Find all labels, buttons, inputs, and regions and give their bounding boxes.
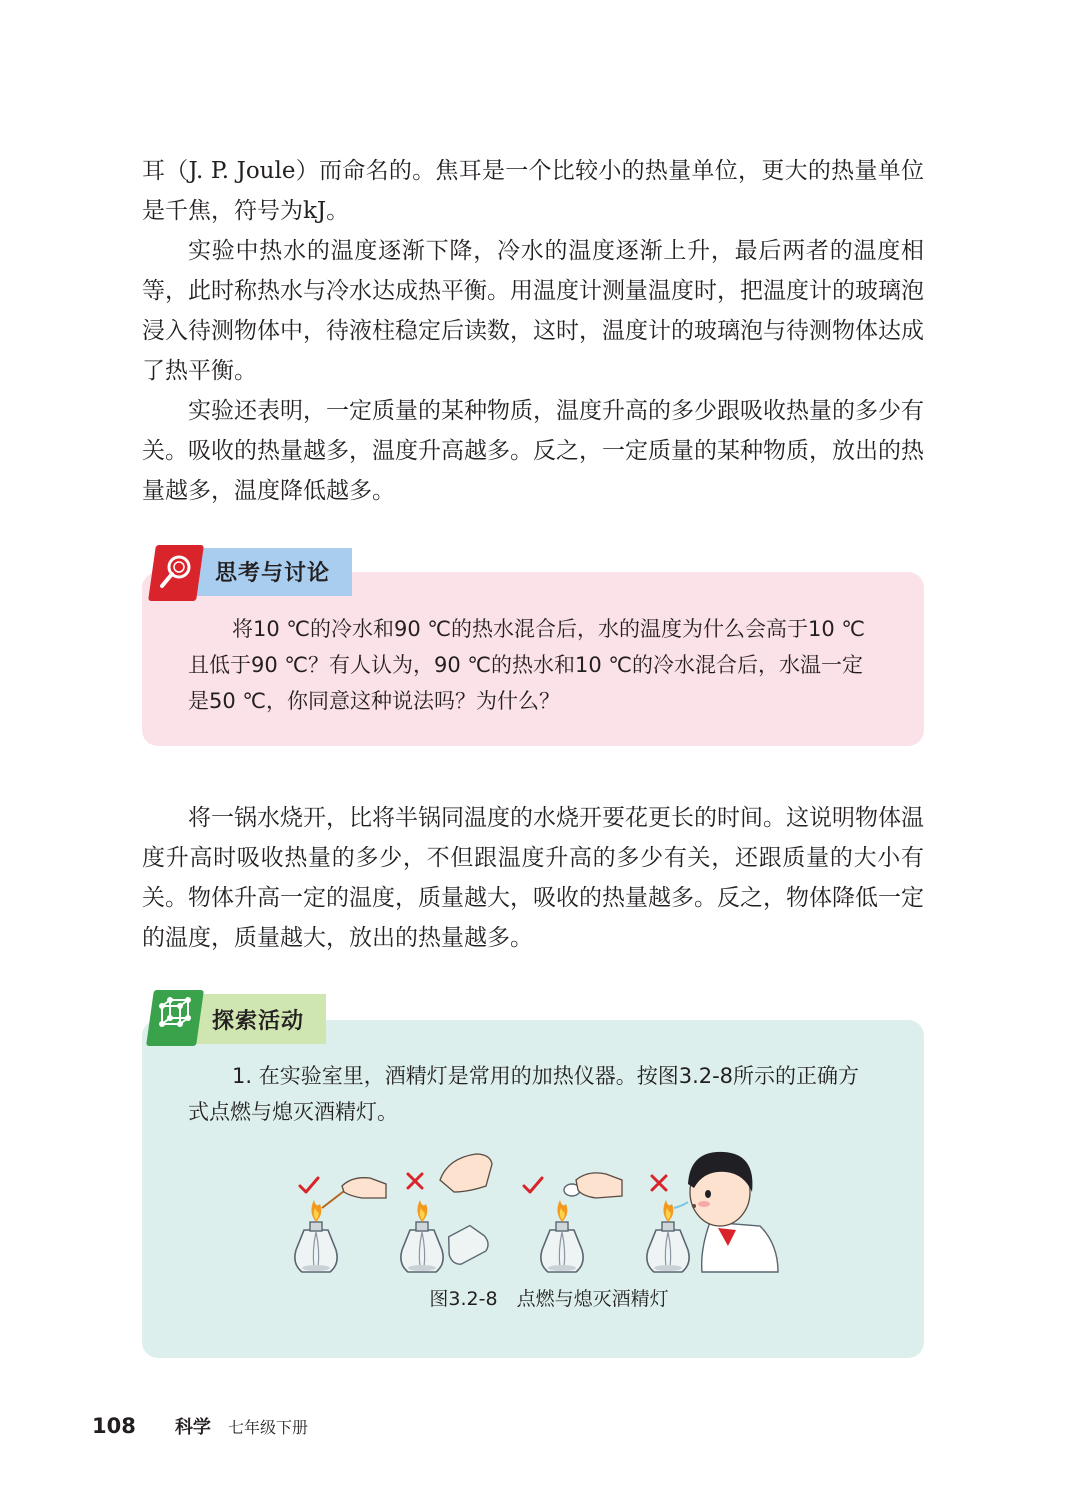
cross-icon <box>652 1176 666 1190</box>
lamp-1-correct-lighting <box>295 1178 386 1272</box>
think-discuss-text: 将10 ℃的冷水和90 ℃的热水混合后，水的温度为什么会高于10 ℃且低于90 ℃？有人认为，90 ℃的热水和10 ℃的冷水混合后，水温一定是50 ℃，你同意这种说法吗？为什么？ <box>188 617 865 713</box>
lamp-2-wrong-lighting <box>401 1154 492 1272</box>
explore-activity-title: 探索活动 <box>212 1009 305 1034</box>
figure-caption: 图3.2-8 点燃与熄灭酒精灯 <box>429 1288 669 1310</box>
cross-icon <box>408 1174 422 1188</box>
lamp-4-wrong-extinguish <box>647 1152 778 1272</box>
lamp-3-correct-extinguish <box>524 1173 622 1272</box>
paragraph-2: 实验中热水的温度逐渐下降，冷水的温度逐渐上升，最后两者的温度相等，此时称热水与冷水达成热平衡。用温度计测量温度时，把温度计的玻璃泡浸入待测物体中，待液柱稳定后读数，这时，温度计的玻璃泡与待测物体达成了热平衡。 <box>142 238 924 384</box>
book-grade: 七年级下册 <box>228 1418 309 1437</box>
page-footer <box>92 1413 308 1439</box>
check-icon <box>524 1178 542 1192</box>
alcohol-lamp-figure <box>290 1140 790 1284</box>
check-icon <box>300 1178 318 1192</box>
explore-activity-text: 1. 在实验室里，酒精灯是常用的加热仪器。按图3.2-8所示的正确方式点燃与熄灭酒精灯。 <box>188 1064 860 1124</box>
cube-network-icon <box>146 990 204 1046</box>
paragraph-3: 实验还表明，一定质量的某种物质，温度升高的多少跟吸收热量的多少有关。吸收的热量越多，温度升高越多。反之，一定质量的某种物质，放出的热量越多，温度降低越多。 <box>142 398 924 504</box>
paragraph-1: 耳（J. P. Joule）而命名的。焦耳是一个比较小的热量单位，更大的热量单位是千焦，符号为kJ。 <box>142 158 924 224</box>
magnifier-icon <box>148 545 204 601</box>
think-discuss-title: 思考与讨论 <box>215 561 331 586</box>
page-number: 108 <box>92 1414 136 1438</box>
book-subject: 科学 <box>174 1417 211 1438</box>
paragraph-4: 将一锅水烧开，比将半锅同温度的水烧开要花更长的时间。这说明物体温度升高时吸收热量的多少，不但跟温度升高的多少有关，还跟质量的大小有关。物体升高一定的温度，质量越大，吸收的热量越多。反之，物体降低一定的温度，质量越大，放出的热量越多。 <box>142 805 924 951</box>
